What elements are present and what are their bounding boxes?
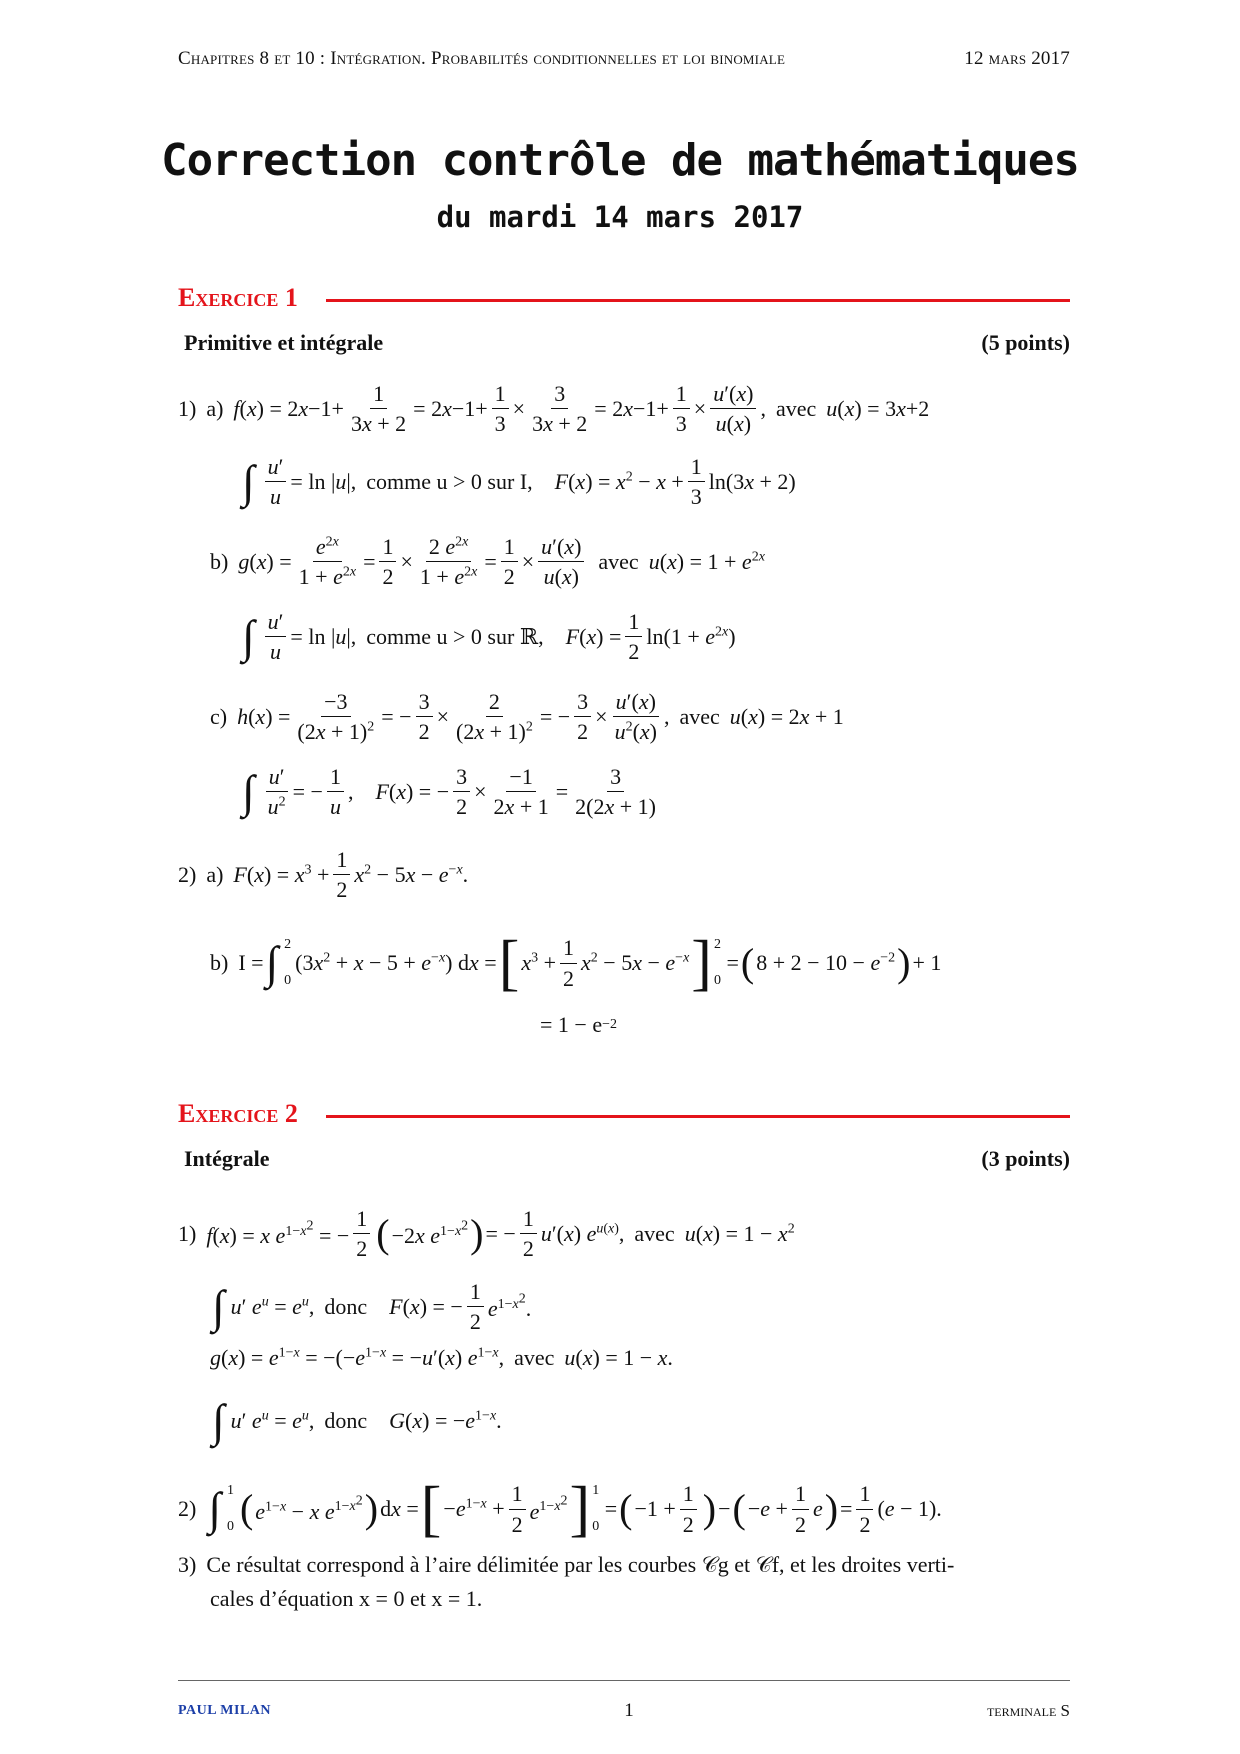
ex2-donc-text: donc	[324, 1293, 368, 1319]
running-header	[178, 48, 1070, 70]
exercise-2-rule	[326, 1115, 1070, 1118]
ex2-q3-line1	[178, 1552, 954, 1578]
ex1-result-exp: −2	[602, 1017, 617, 1032]
exercise-1-rule	[326, 299, 1070, 302]
exercise-1-subject-line	[184, 330, 1070, 356]
exercise-1-points: (5 points)	[981, 330, 1070, 355]
ex1-q2b-equation: b) I = ∫ 2 0 $(3x^2 + x - 5 + e^{-x})$ dx = [ $x^3$ + $\frac{1}{2}$ $x^2 - 5x - e^{-x}$ ] 2 0 = ( $8 + 2 - 10 - e^{-2}$ ) + 1	[210, 929, 942, 997]
ex2-q1-primitive-f: ∫ u′ $e^u = e^u$, donc F(x) = − $\frac{1}{2}$ $e^{1-x^2}$.	[212, 1279, 532, 1335]
ex1-result-line: = 1 − e	[540, 1012, 603, 1037]
ex1-comme-I: comme u > 0 sur I,	[366, 468, 533, 494]
ex2-q1-label: 1)	[178, 1220, 197, 1246]
ex2-q2-equation: 2) ∫ 1 0 ( $e^{1-x} - x$ $e^{1-x^2}$ ) dx = [ $-e^{1-x}$ + $\frac{1}{2}$ $e^{1-x^2}$ ] 1 0 = ( −1 + $\frac{1}{2}$ ) − ( −e + $\frac{1}{2}$ e ) = $\frac{1}{2}$ (e − 1).	[178, 1475, 942, 1543]
title-block	[0, 135, 1240, 234]
exercise-2-points: (3 points)	[981, 1146, 1070, 1171]
ex1-q1b-equation: b) g(x) = $\frac{e^{2x}}{1 + e^{2x}}$ = $\frac{1}{2}$ × $\frac{2 e^{2x}}{1 + e^{2x}}$ = $\frac{1}{2}$ × $\frac{u'(x)}{u(x)}$ avec $u(x) = 1 + e^{2x}$	[210, 534, 765, 590]
page-subtitle: du mardi 14 mars 2017	[436, 200, 804, 234]
exercise-1-heading	[178, 283, 1070, 313]
page-title: Correction contrôle de mathématiques	[161, 135, 1079, 186]
footer	[178, 1700, 1070, 1722]
ex2-avec-text: avec	[634, 1220, 675, 1246]
ex1-q1a-label: a)	[206, 395, 224, 421]
ex1-q1a-primitive: ∫ $\frac{u'}{u}$ = ln |u|, comme u > 0 sur I, $F(x) = x^2 - x$ + $\frac{1}{3}$ ln(3x + 2)	[242, 454, 796, 510]
exercise-2-subject: Intégrale	[184, 1146, 270, 1171]
ex1-avec-text: avec	[775, 395, 817, 421]
ex1-q2a-label: a)	[206, 861, 224, 887]
ex1-q1c-label: c)	[210, 703, 228, 729]
footer-author: PAUL MILAN	[178, 1703, 272, 1718]
chapter-header: Chapitres 8 et 10 : Intégration. Probabilités conditionnelles et loi binomiale	[178, 48, 786, 69]
ex2-q3-text-1: Ce résultat correspond à l’aire délimitée par les courbes 𝒞g et 𝒞f, et les droites verti-	[206, 1552, 955, 1577]
exercise-1-subject: Primitive et intégrale	[184, 330, 384, 355]
ex2-q1-equation: 1) f(x) = x $e^{1-x^2}$ = − $\frac{1}{2}$ ( −2x $e^{1-x^2}$ ) = − $\frac{1}{2}$ u′(x) $e^{u(x)}$, avec $u(x) = 1 - x^2$	[178, 1206, 795, 1262]
ex1-q1c-primitive: ∫ $\frac{u'}{u^2}$ = − $\frac{1}{u}$ , F(x) = − $\frac{3}{2}$ × $\frac{-1}{2x + 1}$ = $\frac{3}{2(2x + 1)}$	[242, 764, 656, 820]
exercise-1-title: Exercice 1	[178, 283, 298, 312]
ex1-q1a-equation: 1) a) f(x) = 2x−1+ $\frac{1}{3x + 2}$ = 2x−1+ $\frac{1}{3}$ × $\frac{3}{3x + 2}$ = 2x−1+ $\frac{1}{3}$ × $\frac{u'(x)}{u(x)}$ , avec u(x) = 3x+2	[178, 381, 930, 437]
ex1-q2b-result	[540, 1012, 617, 1038]
ex2-q3-line2	[210, 1586, 482, 1612]
footer-class: terminale S	[986, 1701, 1070, 1720]
ex1-q1-label: 1)	[178, 395, 197, 421]
footer-rule	[178, 1680, 1070, 1681]
ex1-q1c-equation: c) h(x) = $\frac{-3}{(2x + 1)^2}$ = − $\frac{3}{2}$ × $\frac{2}{(2x + 1)^2}$ = − $\frac{3}{2}$ × $\frac{u'(x)}{u^2(x)}$ , avec u(x) = 2x + 1	[210, 689, 844, 745]
ex2-q3-text-2: cales d’équation x = 0 et x = 1.	[210, 1586, 483, 1611]
exercise-2-title: Exercice 2	[178, 1099, 298, 1128]
ex2-q1-g-equation: $g(x) = e^{1-x} = -(-e^{1-x} = -u'(x)$ $e^{1-x}$, avec u(x) = 1 − x.	[210, 1345, 673, 1370]
ex2-q1-primitive-g: ∫ u′ $e^u = e^u$, donc $G(x) = -e^{1-x}$.	[212, 1395, 502, 1446]
header-date: 12 mars 2017	[964, 48, 1070, 69]
ex1-q1b-label: b)	[210, 548, 229, 574]
ex1-q2a-equation: 2) a) $F(x) = x^3$ + $\frac{1}{2}$ $x^2 - 5x - e^{-x}$.	[178, 847, 469, 903]
exercise-2-subject-line	[184, 1146, 1070, 1172]
ex2-q2-label: 2)	[178, 1496, 197, 1521]
ex2-q3-label: 3)	[178, 1552, 197, 1577]
ex1-q2b-label: b)	[210, 950, 229, 975]
page-number: 1	[624, 1700, 634, 1721]
ex1-q2-label: 2)	[178, 861, 197, 887]
exercise-2-heading	[178, 1099, 1070, 1129]
ex1-q1b-primitive: ∫ $\frac{u'}{u}$ = ln |u|, comme u > 0 sur ℝ, F(x) = $\frac{1}{2}$ $\ln(1 + e^{2x})$	[242, 609, 736, 665]
ex1-comme-R: comme u > 0 sur ℝ,	[366, 623, 544, 649]
